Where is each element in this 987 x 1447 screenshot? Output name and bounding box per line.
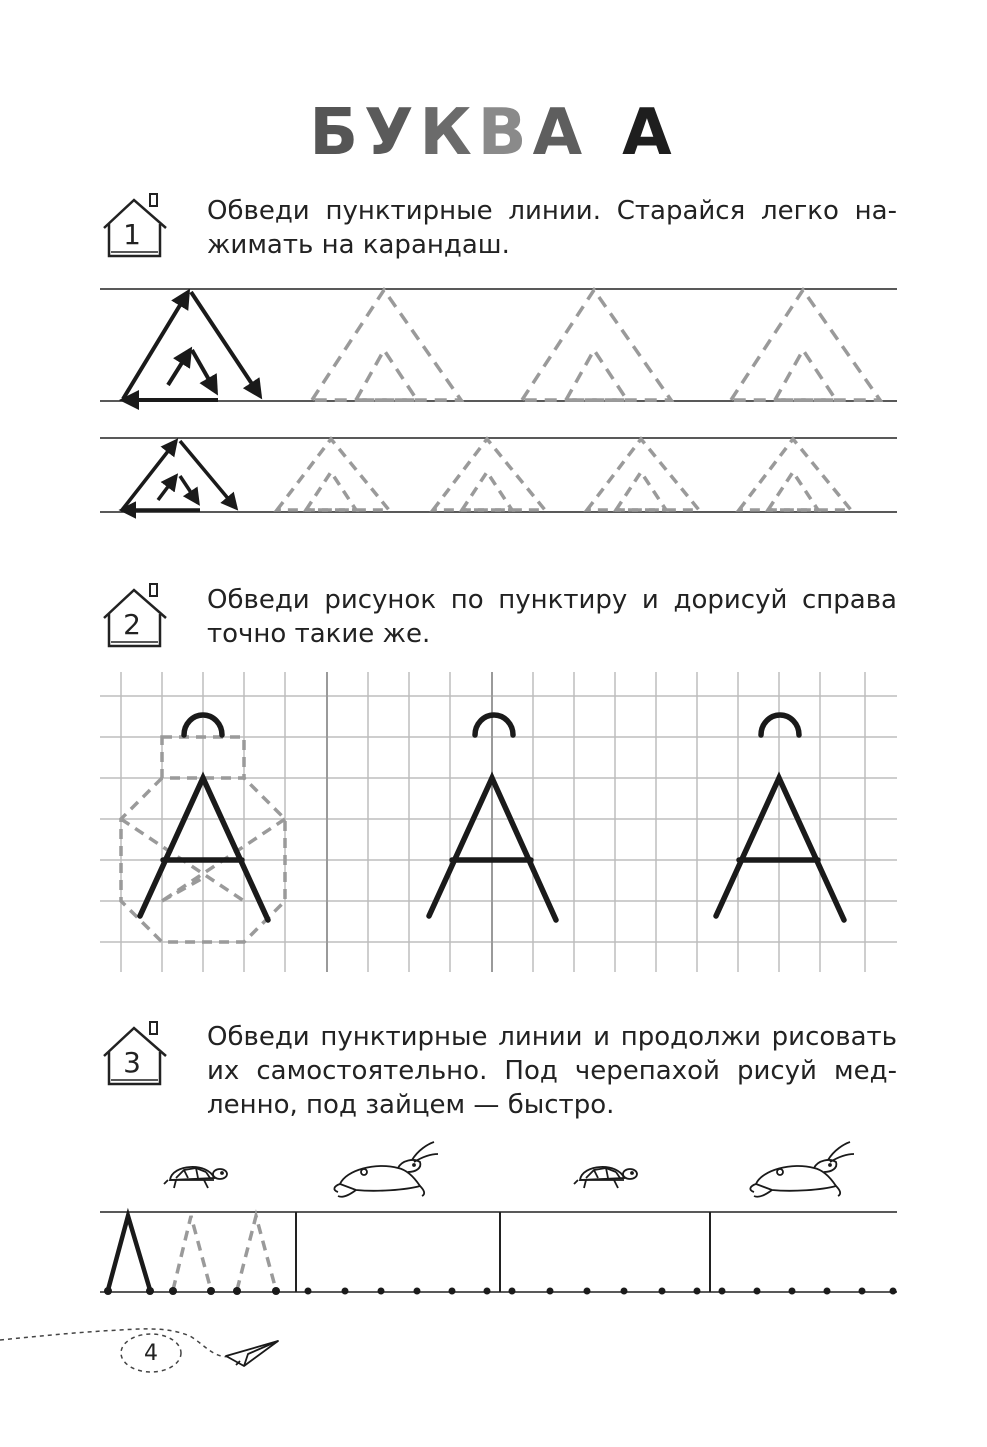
dashed-triangle[interactable]: [739, 439, 851, 510]
arrow-example-triangle[interactable]: [123, 292, 260, 400]
task-1-instructions: Обведи пунктирные линии. Старайся легко нажимать на карандаш.: [207, 196, 897, 260]
letter-a-figure-1[interactable]: [140, 715, 268, 920]
task-1-row-2: [100, 438, 897, 512]
title-letter: А: [532, 96, 589, 170]
dashed-triangle[interactable]: [587, 439, 699, 510]
example-inverted-v[interactable]: [108, 1216, 150, 1290]
title-letter: К: [419, 96, 478, 170]
title-letter: Б: [309, 96, 365, 170]
dashed-triangle[interactable]: [277, 439, 389, 510]
dashed-triangle[interactable]: [731, 290, 880, 400]
task-1-row-1: [100, 289, 897, 401]
dashed-triangle[interactable]: [312, 290, 461, 400]
letter-a-figure-3[interactable]: [716, 715, 844, 920]
hare-icon: [750, 1142, 854, 1197]
turtle-icon: [164, 1167, 227, 1188]
task-2-instructions: Обведи рисунок по пунктиру и дорисуй справа точно такие же.: [207, 585, 897, 649]
arrow-example-triangle-small[interactable]: [122, 441, 236, 510]
task-number: 3: [123, 1046, 141, 1079]
hare-icon: [334, 1142, 438, 1197]
task-number: 1: [123, 218, 141, 251]
title-letter: У: [364, 96, 420, 170]
page-number: 4: [144, 1341, 158, 1366]
task-3-rules: [100, 1212, 897, 1292]
title-letter: В: [477, 96, 533, 170]
task-3-instructions: Обведи пунктирные линии и продолжи рисовать их самостоятельно. Под черепахой рисуй медленно, под зайцем — быстро.: [207, 1022, 897, 1120]
title-letter: А: [622, 96, 678, 170]
paper-plane-icon: [226, 1341, 278, 1366]
task-number: 2: [123, 608, 141, 641]
turtle-icon: [574, 1167, 637, 1188]
footer-decoration: [0, 1329, 232, 1372]
dashed-inverted-v[interactable]: [173, 1216, 211, 1290]
dashed-triangle[interactable]: [522, 290, 671, 400]
dashed-inverted-v[interactable]: [237, 1216, 276, 1290]
dashed-triangle[interactable]: [433, 439, 545, 510]
